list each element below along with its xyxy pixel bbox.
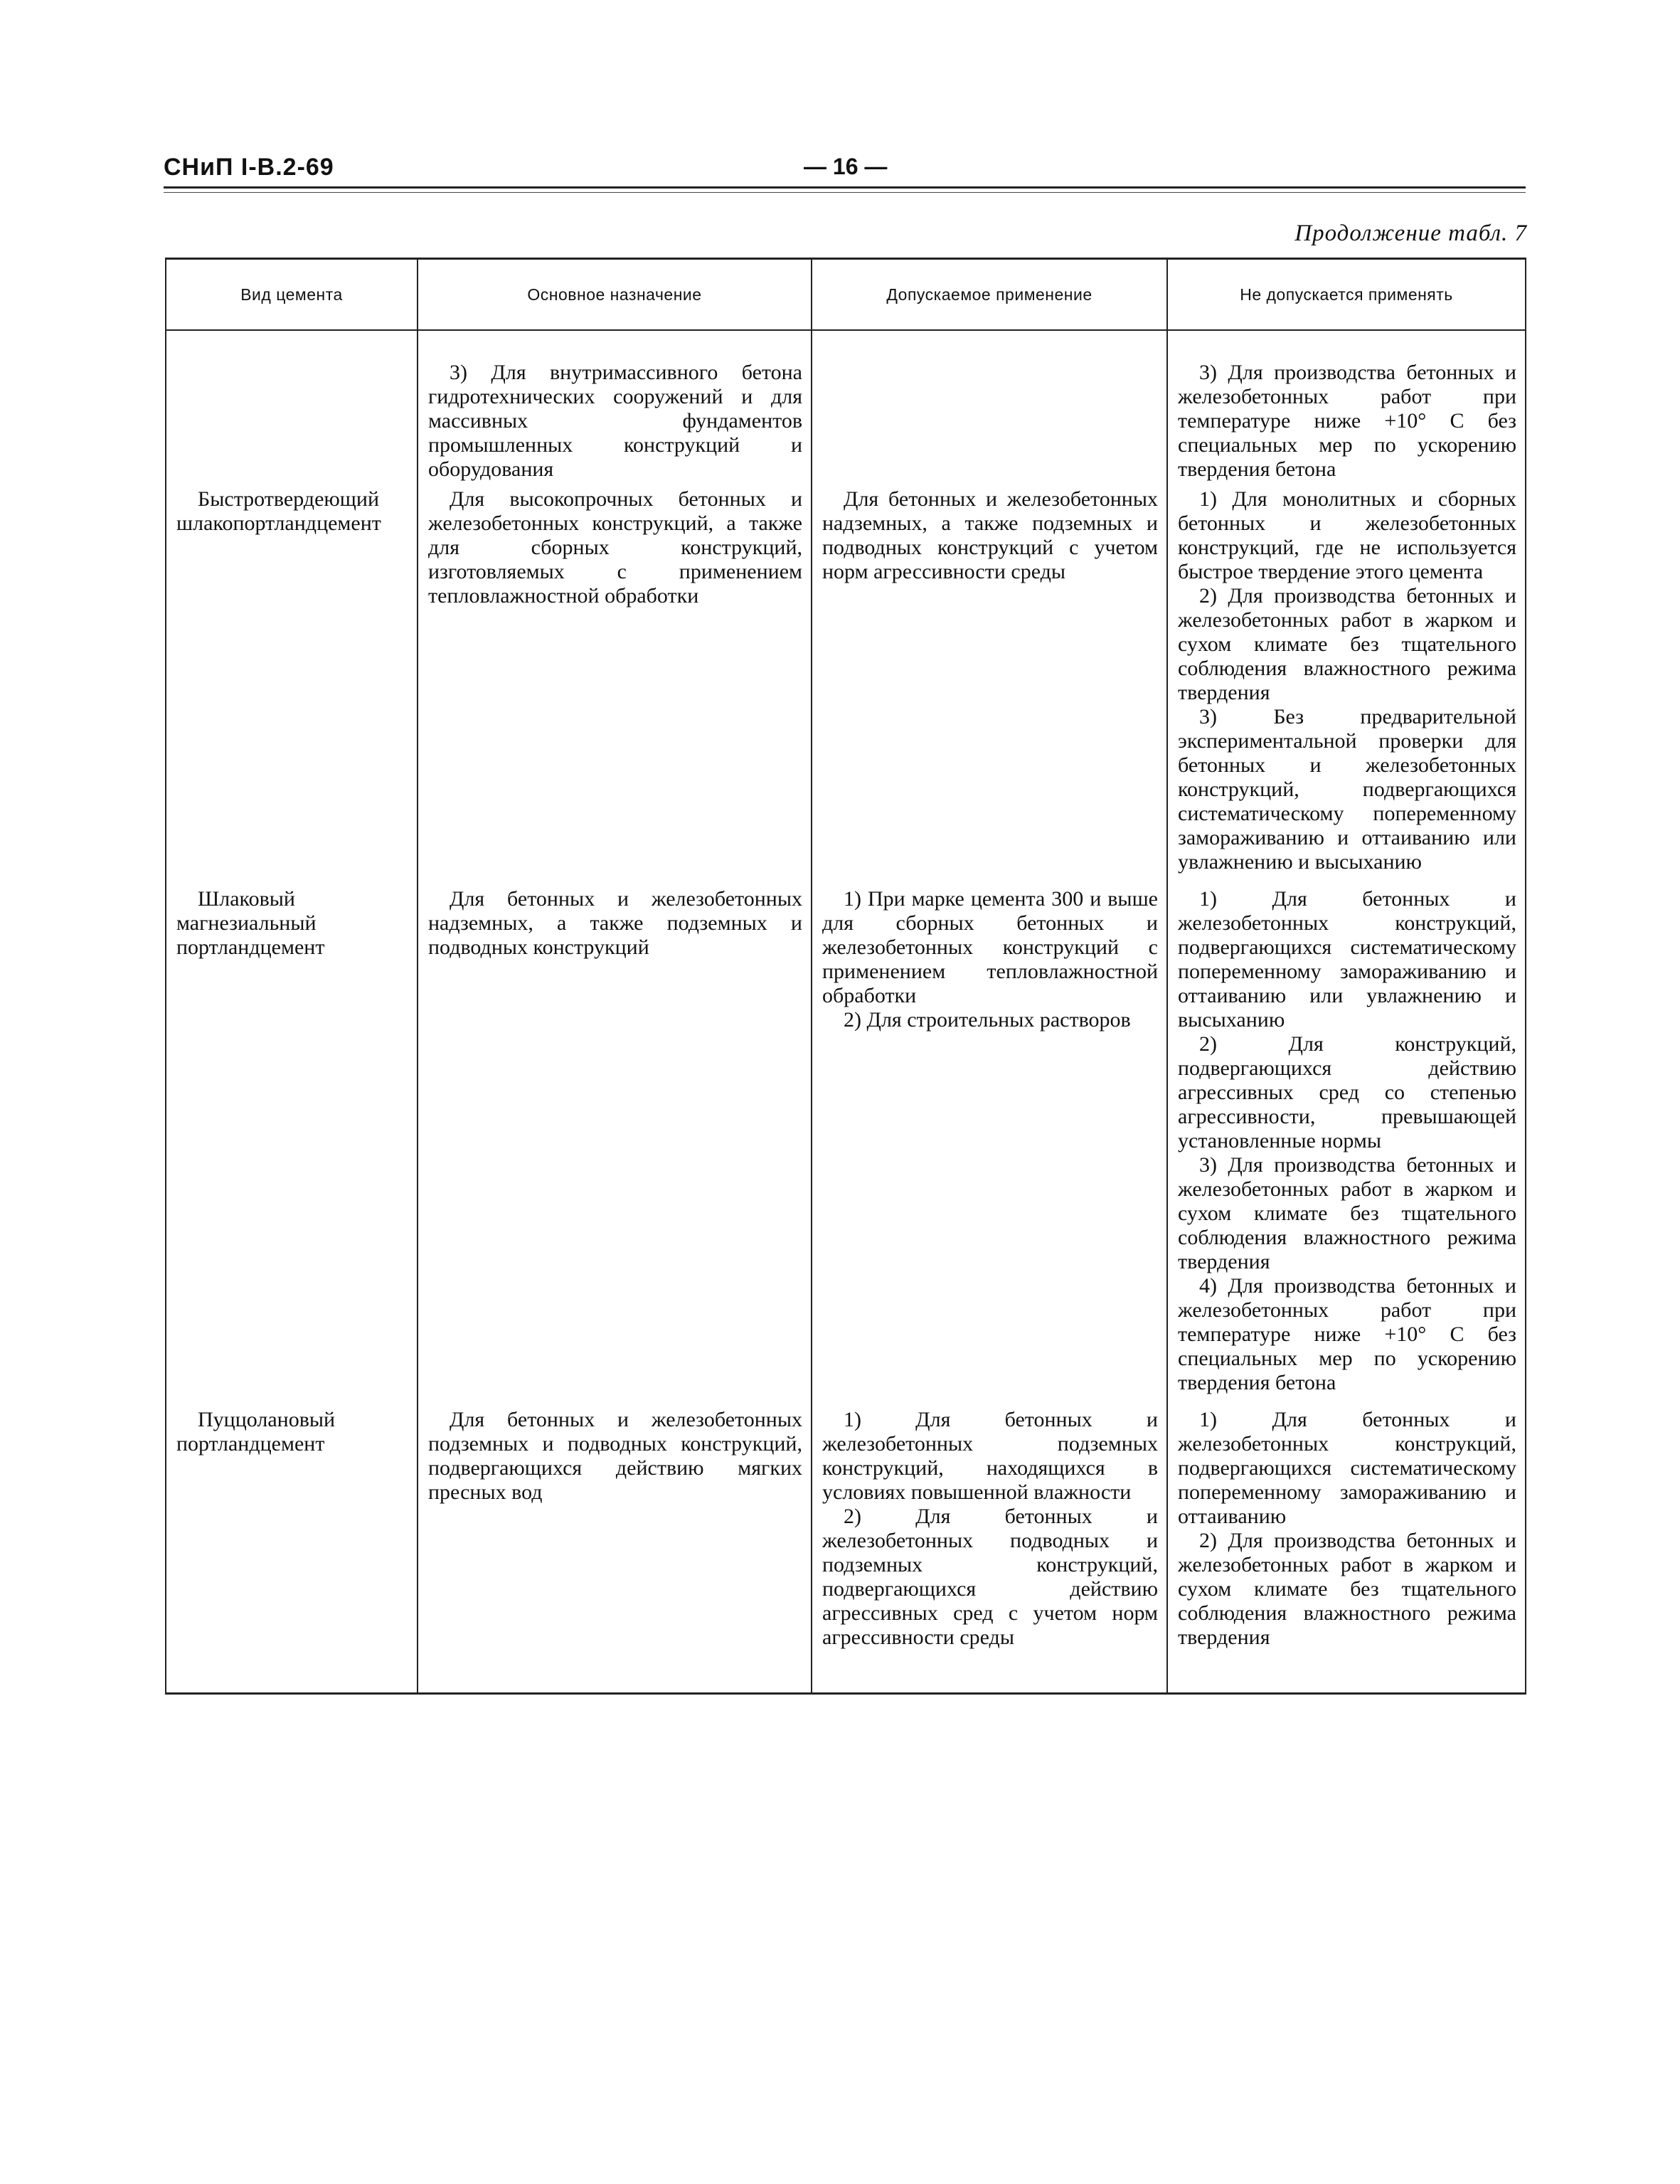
header-rule xyxy=(164,186,1526,189)
cell-allowed xyxy=(812,874,1167,1395)
paragraph: Для бетонных и железобетонных надземных, а также подземных и подводных конструкций с учетом норм агрессивности среды xyxy=(822,487,1158,583)
table-row xyxy=(166,482,1526,874)
cell-not-allowed xyxy=(1167,1395,1526,1694)
cell-main-purpose xyxy=(418,874,812,1395)
paragraph: 4) Для производства бетонных и железобетонных работ при температуре ниже +10° С без специальных мер по ускорению твердения бетона xyxy=(1178,1274,1516,1394)
cell-allowed xyxy=(812,1395,1167,1694)
cell-allowed xyxy=(812,330,1167,482)
paragraph: 1) Для монолитных и сборных бетонных и железобетонных конструкций, где не используется быстрое твердение этого цемента xyxy=(1178,487,1516,583)
paragraph: 2) Для бетонных и железобетонных подводных и подземных конструкций, подвергающихся действию агрессивных сред с учетом норм агрессивности среды xyxy=(822,1505,1158,1649)
cell-cement-type xyxy=(166,874,418,1395)
cell-main-purpose xyxy=(418,1395,812,1694)
paragraph: 1) При марке цемента 300 и выше для сборных бетонных и железобетонных конструкций с применением тепловлажностной обработки xyxy=(822,887,1158,1007)
document-code: СНиП I-В.2-69 xyxy=(164,154,334,181)
paragraph: 2) Для строительных растворов xyxy=(844,1008,1131,1032)
table-header-row xyxy=(166,259,1526,331)
cement-name: Пуццолановый портландцемент xyxy=(176,1408,336,1456)
cell-cement-type xyxy=(166,1395,418,1694)
table-row xyxy=(166,1395,1526,1694)
header-rule-thin xyxy=(164,192,1526,193)
paragraph: Для бетонных и железобетонных подземных и подводных конструкций, подвергающихся действию мягких пресных вод xyxy=(428,1408,802,1504)
paragraph: 3) Для внутримассивного бетона гидротехнических сооружений и для массивных фундаментов промышленных конструкций и оборудования xyxy=(428,361,802,481)
column-header-allowed: Допускаемое применение xyxy=(812,259,1167,331)
cell-cement-type xyxy=(166,482,418,874)
cell-not-allowed xyxy=(1167,874,1526,1395)
cement-name: Быстротвердеющий шлакопортландцемент xyxy=(176,487,381,535)
column-header-not-allowed: Не допускается применять xyxy=(1167,259,1526,331)
table-row xyxy=(166,330,1526,482)
paragraph: 2) Для производства бетонных и железобетонных работ в жарком и сухом климате без тщательного соблюдения влажностного режима твердения xyxy=(1178,1529,1516,1649)
table-continuation-caption: Продолжение табл. 7 xyxy=(1294,221,1527,246)
cell-main-purpose xyxy=(418,482,812,874)
table-row xyxy=(166,874,1526,1395)
page-number: — 16 — xyxy=(804,154,888,179)
page-header xyxy=(164,154,1526,189)
paragraph: 3) Для производства бетонных и железобетонных работ при температуре ниже +10° С без специальных мер по ускорению твердения бетона xyxy=(1178,361,1516,481)
paragraph: 3) Для производства бетонных и железобетонных работ в жарком и сухом климате без тщательного соблюдения влажностного режима твердения xyxy=(1178,1153,1516,1273)
paragraph: 2) Для производства бетонных и железобетонных работ в жарком и сухом климате без тщательного соблюдения влажностного режима твердения xyxy=(1178,584,1516,704)
column-header-cement-type: Вид цемента xyxy=(166,259,418,331)
paragraph: Для бетонных и железобетонных надземных, а также подземных и подводных конструкций xyxy=(428,887,802,959)
paragraph: 3) Без предварительной экспериментальной проверки для бетонных и железобетонных конструкций, подвергающихся систематическому попеременному замораживанию и оттаиванию или увлажнению и высыханию xyxy=(1178,705,1516,874)
paragraph: 2) Для конструкций, подвергающихся действию агрессивных сред со степенью агрессивности, превышающей установленные нормы xyxy=(1178,1032,1516,1152)
paragraph: 1) Для бетонных и железобетонных конструкций, подвергающихся систематическому попеременному замораживанию и оттаиванию или увлажнению и высыханию xyxy=(1178,887,1516,1032)
cell-not-allowed xyxy=(1167,482,1526,874)
cell-main-purpose xyxy=(418,330,812,482)
paragraph: Для высокопрочных бетонных и железобетонных конструкций, а также для сборных конструкций, изготовляемых с применением тепловлажностной обработки xyxy=(428,487,802,608)
cell-not-allowed xyxy=(1167,330,1526,482)
cell-allowed xyxy=(812,482,1167,874)
cement-table xyxy=(165,258,1526,1695)
cell-cement-type xyxy=(166,330,418,482)
paragraph: 1) Для бетонных и железобетонных подземных конструкций, находящихся в условиях повышенной влажности xyxy=(822,1408,1158,1504)
paragraph: 1) Для бетонных и железобетонных конструкций, подвергающихся систематическому попеременному замораживанию и оттаиванию xyxy=(1178,1408,1516,1528)
column-header-main-purpose: Основное назначение xyxy=(418,259,812,331)
cement-name: Шлаковый магнезиальный портландцемент xyxy=(176,887,325,959)
